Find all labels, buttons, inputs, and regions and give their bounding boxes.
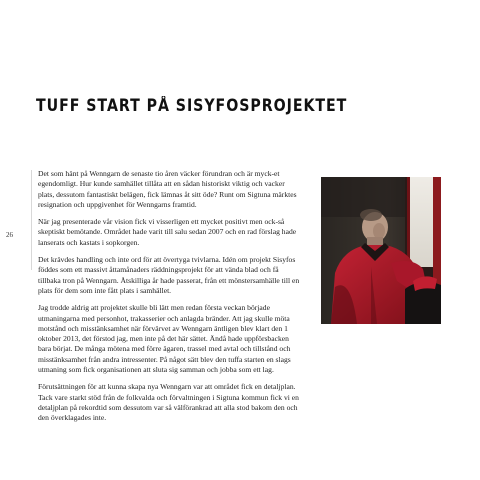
margin-rule xyxy=(31,170,32,270)
photo-man-at-window xyxy=(321,177,441,324)
page-number: 26 xyxy=(6,231,13,239)
paragraph-2: När jag presenterade vår vision fick vi visserligen ett mycket positivt men ock-så skeptiskt bemötande. Området hade varit till salu sedan 2007 och en rad förslag hade lanserats och kastats i sopkorgen. xyxy=(38,217,297,247)
paragraph-1: Det som hänt på Wenngarn de senaste tio åren väcker förundran och är myck-et egendomligt. Hur kunde samhället tillåta att en sådan historiskt viktig och vacker plats, dessutom fantastiskt belägen, fick lämnas åt sitt öde? Runt om Sigtuna märktes resignation och uppgivenhet för Wenngarns framtid. xyxy=(38,169,297,209)
paragraph-3: Det krävdes handling och inte ord för att övertyga tvivlarna. Idén om projekt Sisyfos föddes som ett massivt åttamånaders räddningsprojekt för att vända blad och få tillbaka tron på Wenngarn. Åtskilliga år hade passerat, från ett mönstersamhälle till en plats för dem som inte fått plats i samhället. xyxy=(38,255,300,295)
page-headline: TUFF START PÅ SISYFOSPROJEKTET xyxy=(36,96,348,115)
article-body xyxy=(38,169,302,431)
paragraph-4: Jag trodde aldrig att projektet skulle bli lätt men redan första veckan började utmaningarna med personhot, trakasserier och anlagda bränder. Att jag skulle möta motstånd och misstänksamhet när förvärvet av Wenngarn äntligen blev klart den 1 oktober 2013, det förstod jag, men inte på det här sättet. Ändå hade uppförsbacken bara börjat. De många mötena med förre ägaren, trassel med avtal och tillstånd och misstänksamhet från andra intressenter. På något sätt blev den tuffa starten en slags utmaning som fick organisationen att sluta sig samman och jobba som ett lag. xyxy=(38,303,291,375)
photo-icon xyxy=(321,177,441,324)
paragraph-5: Förutsättningen för att kunna skapa nya Wenngarn var att området fick en detaljplan. Tack vare starkt stöd från de folkvalda och förvaltningen i Sigtuna kommun fick vi en detaljplan på rekordtid som dessutom var så välförankrad att alla stod bakom den och den överklagades inte. xyxy=(38,382,299,423)
